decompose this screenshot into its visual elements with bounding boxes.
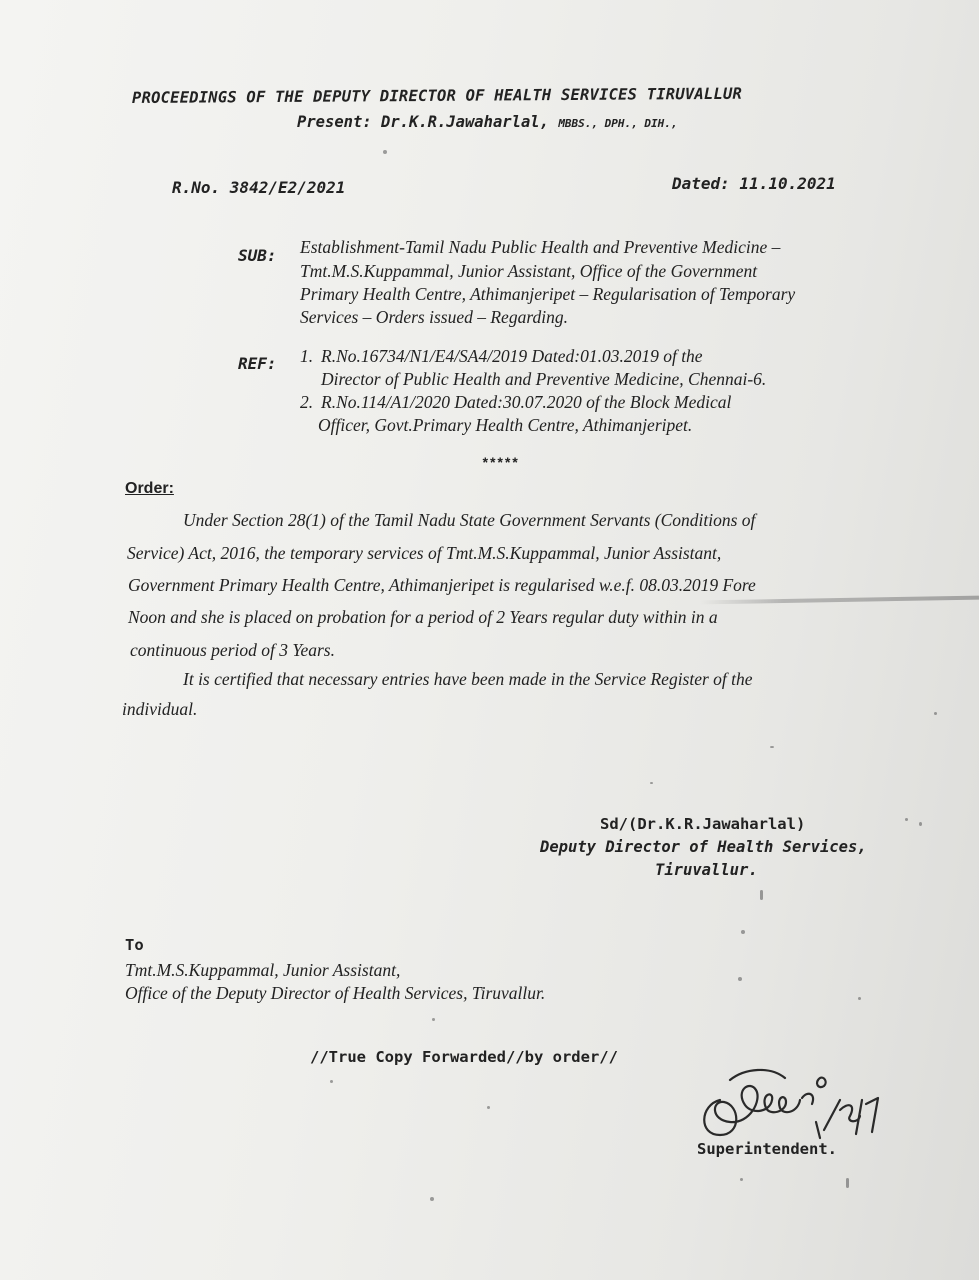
scan-speck xyxy=(430,1197,434,1201)
reference-number-2: 2. xyxy=(300,392,314,412)
order-label: Order: xyxy=(125,480,174,497)
reference-number-1: 1. xyxy=(300,346,314,366)
scan-speck xyxy=(738,977,742,981)
scan-speck xyxy=(846,1178,849,1188)
scan-speck xyxy=(770,746,774,748)
subject-label: SUB: xyxy=(238,246,277,265)
recipient-line: Tmt.M.S.Kuppammal, Junior Assistant, xyxy=(125,960,401,980)
scan-speck xyxy=(919,822,922,826)
present-officer xyxy=(297,113,678,131)
scan-speck xyxy=(383,150,387,154)
subject-line: Primary Health Centre, Athimanjeripet – Regularisation of Temporary xyxy=(300,284,796,304)
subject-line: Tmt.M.S.Kuppammal, Junior Assistant, Office of the Government xyxy=(300,261,758,281)
reference-line: R.No.114/A1/2020 Dated:30.07.2020 of the Block Medical xyxy=(321,392,732,412)
scan-speck xyxy=(741,930,745,934)
order-text-line: Under Section 28(1) of the Tamil Nadu State Government Servants (Conditions of xyxy=(183,510,756,530)
order-text-line: continuous period of 3 Years. xyxy=(130,640,335,660)
scan-speck xyxy=(432,1018,435,1021)
order-text-line: Government Primary Health Centre, Athimanjeripet is regularised w.e.f. 08.03.2019 Fore xyxy=(128,575,756,595)
scan-speck xyxy=(740,1178,743,1181)
scan-streak xyxy=(700,596,979,605)
superintendent-title: Superintendent. xyxy=(697,1140,837,1158)
present-degrees: MBBS., DPH., DIH., xyxy=(558,117,678,130)
scan-speck xyxy=(858,997,861,1000)
signatory-designation: Deputy Director of Health Services, xyxy=(540,838,867,856)
scan-speck xyxy=(934,712,937,715)
order-text-line: Noon and she is placed on probation for a period of 2 Years regular duty within in a xyxy=(128,607,718,627)
to-label: To xyxy=(125,936,144,954)
scan-speck xyxy=(905,818,908,821)
certification-line: It is certified that necessary entries have been made in the Service Register of the xyxy=(183,669,753,689)
signatory-place: Tiruvallur. xyxy=(655,861,758,879)
separator: ***** xyxy=(482,454,520,470)
certification-line: individual. xyxy=(122,699,198,719)
subject-line: Establishment-Tamil Nadu Public Health and Preventive Medicine – xyxy=(300,237,781,257)
reference-number: R.No. 3842/E2/2021 xyxy=(172,178,346,197)
reference-label: REF: xyxy=(238,354,277,373)
scan-speck xyxy=(650,782,653,784)
scan-speck xyxy=(760,890,763,900)
recipient-line: Office of the Deputy Director of Health Services, Tiruvallur. xyxy=(125,983,546,1003)
scan-speck xyxy=(487,1106,490,1109)
order-text-line: Service) Act, 2016, the temporary services of Tmt.M.S.Kuppammal, Junior Assistant, xyxy=(127,543,722,563)
order-date: Dated: 11.10.2021 xyxy=(672,174,836,193)
present-name: Present: Dr.K.R.Jawaharlal, xyxy=(297,113,549,131)
scan-speck xyxy=(330,1080,333,1083)
proceedings-title: PROCEEDINGS OF THE DEPUTY DIRECTOR OF HEALTH SERVICES TIRUVALLUR xyxy=(131,84,743,107)
reference-line: Director of Public Health and Preventive Medicine, Chennai-6. xyxy=(321,369,767,389)
reference-line: R.No.16734/N1/E4/SA4/2019 Dated:01.03.2019 of the xyxy=(321,346,703,366)
reference-line: Officer, Govt.Primary Health Centre, Athimanjeripet. xyxy=(318,415,693,435)
true-copy-note: //True Copy Forwarded//by order// xyxy=(310,1048,618,1066)
subject-line: Services – Orders issued – Regarding. xyxy=(300,307,568,327)
signatory-name: Sd/(Dr.K.R.Jawaharlal) xyxy=(600,815,806,833)
